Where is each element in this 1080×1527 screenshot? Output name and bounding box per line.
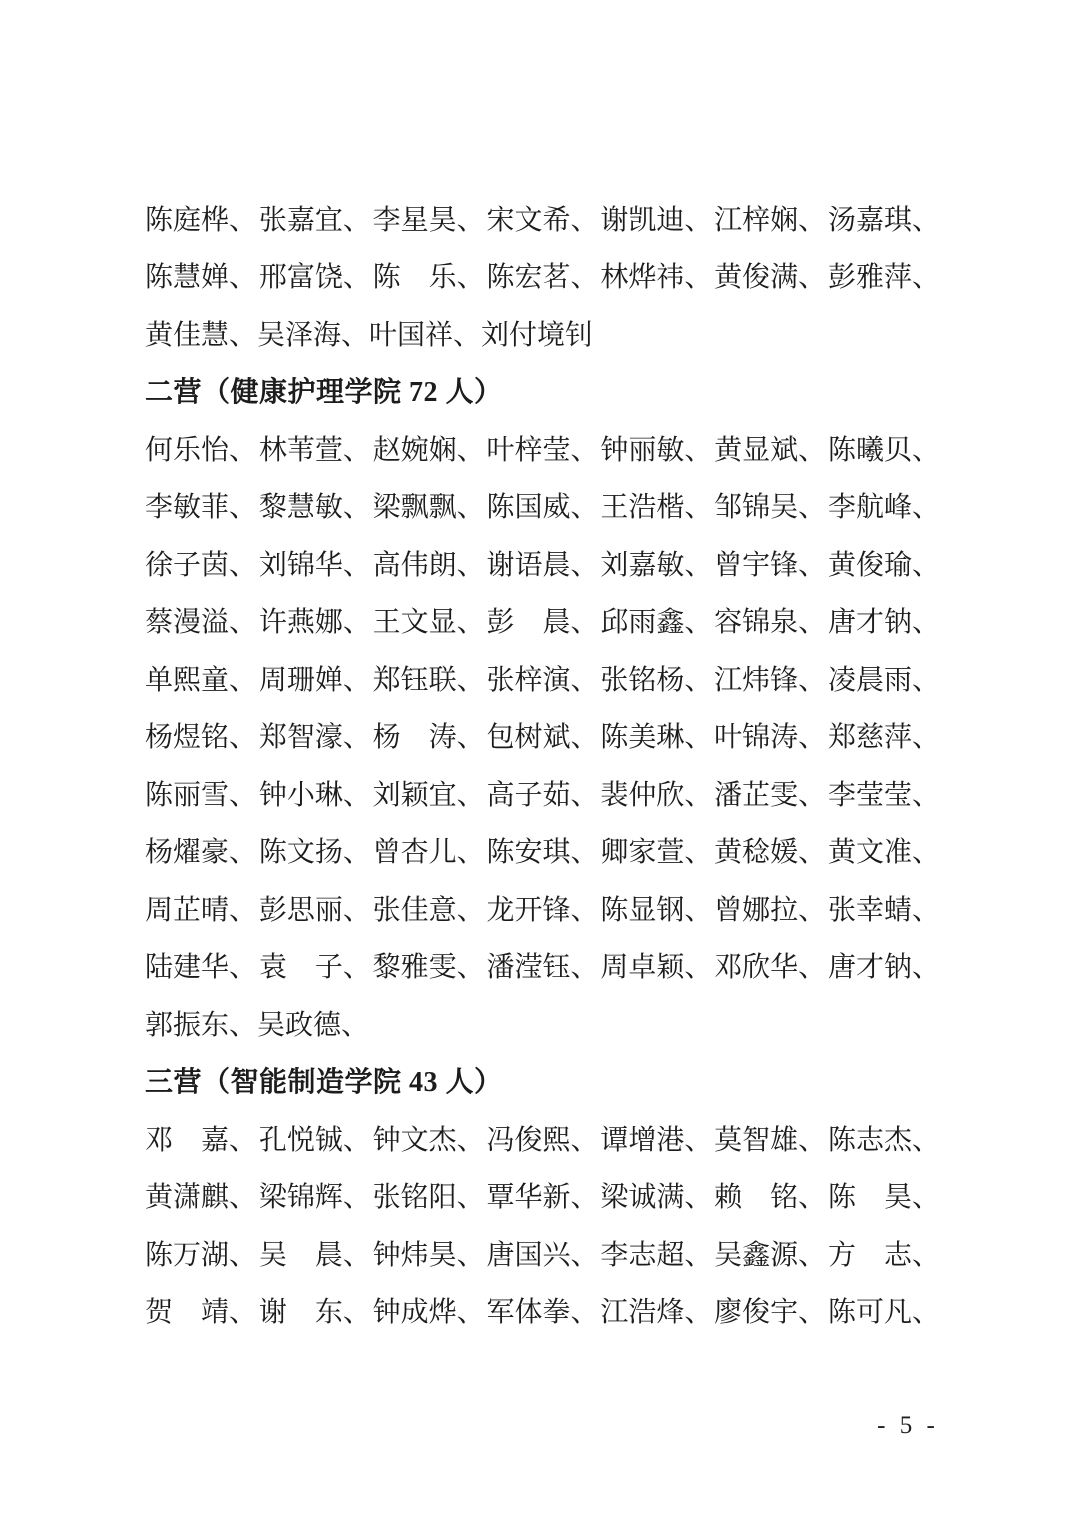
names-line — [145, 480, 940, 538]
names-line — [145, 767, 940, 825]
person-name: 吴泽海、 — [257, 319, 370, 351]
person-name: 容锦泉、 — [714, 607, 827, 639]
person-name: 李敏菲、 — [145, 492, 258, 524]
person-name: 陈志杰、 — [827, 1124, 940, 1156]
person-name: 唐国兴、 — [486, 1239, 599, 1271]
person-name: 唐才钠、 — [827, 607, 940, 639]
names-line — [145, 1112, 940, 1170]
person-name: 钟成烨、 — [372, 1297, 485, 1329]
names-line — [145, 997, 940, 1055]
person-name: 吴鑫源、 — [714, 1239, 827, 1271]
person-name: 彭 晨、 — [486, 607, 599, 639]
person-name: 钟文杰、 — [372, 1124, 485, 1156]
names-line — [145, 882, 940, 940]
person-name: 陈文扬、 — [258, 837, 371, 869]
person-name: 张佳意、 — [372, 894, 485, 926]
person-name: 陈万湖、 — [145, 1239, 258, 1271]
names-line — [145, 192, 940, 250]
person-name: 黎雅雯、 — [372, 952, 485, 984]
person-name: 黎慧敏、 — [258, 492, 371, 524]
person-name: 黄显斌、 — [714, 434, 827, 466]
person-name: 郑钰联、 — [372, 664, 485, 696]
names-line — [145, 1227, 940, 1285]
document-body — [145, 192, 940, 1342]
person-name: 李志超、 — [600, 1239, 713, 1271]
person-name: 杨煜铭、 — [145, 722, 258, 754]
person-name: 陈丽雪、 — [145, 779, 258, 811]
person-name: 高伟朗、 — [372, 549, 485, 581]
person-name: 张梓演、 — [486, 664, 599, 696]
person-name: 吴 晨、 — [258, 1239, 371, 1271]
person-name: 赵婉娴、 — [372, 434, 485, 466]
person-name: 黄文准、 — [827, 837, 940, 869]
person-name: 钟小琳、 — [258, 779, 371, 811]
person-name: 赖 铭、 — [714, 1182, 827, 1214]
person-name: 陈曦贝、 — [827, 434, 940, 466]
person-name: 覃华新、 — [486, 1182, 599, 1214]
person-name: 陆建华、 — [145, 952, 258, 984]
person-name: 杨 涛、 — [372, 722, 485, 754]
person-name: 梁飘飘、 — [372, 492, 485, 524]
names-line — [145, 940, 940, 998]
person-name: 谢语晨、 — [486, 549, 599, 581]
person-name: 军体拳、 — [486, 1297, 599, 1329]
person-name: 王文显、 — [372, 607, 485, 639]
person-name: 袁 子、 — [258, 952, 371, 984]
person-name: 黄佳慧、 — [145, 319, 258, 351]
person-name: 周芷晴、 — [145, 894, 258, 926]
person-name: 杨燿豪、 — [145, 837, 258, 869]
person-name: 彭雅萍、 — [827, 262, 940, 294]
names-line — [145, 710, 940, 768]
person-name: 汤嘉琪、 — [827, 204, 940, 236]
person-name: 钟丽敏、 — [600, 434, 713, 466]
person-name: 黄潇麒、 — [145, 1182, 258, 1214]
person-name: 吴政德、 — [257, 1009, 370, 1041]
person-name: 钟炜昊、 — [372, 1239, 485, 1271]
person-name: 郑智濠、 — [258, 722, 371, 754]
person-name: 张嘉宜、 — [258, 204, 371, 236]
person-name: 周卓颖、 — [600, 952, 713, 984]
person-name: 江梓娴、 — [714, 204, 827, 236]
person-name: 李星昊、 — [372, 204, 485, 236]
person-name: 陈显钢、 — [600, 894, 713, 926]
person-name: 曾娜拉、 — [714, 894, 827, 926]
person-name: 林苇萱、 — [258, 434, 371, 466]
person-name: 李莹莹、 — [827, 779, 940, 811]
person-name: 龙开锋、 — [486, 894, 599, 926]
names-line — [145, 825, 940, 883]
person-name: 卿家萱、 — [600, 837, 713, 869]
person-name: 江炜锋、 — [714, 664, 827, 696]
person-name: 莫智雄、 — [714, 1124, 827, 1156]
names-line — [145, 595, 940, 653]
person-name: 邱雨鑫、 — [600, 607, 713, 639]
person-name: 凌晨雨、 — [827, 664, 940, 696]
section-heading: 三营（智能制造学院 43 人） — [145, 1067, 503, 1099]
person-name: 谢 东、 — [258, 1297, 371, 1329]
names-line — [145, 422, 940, 480]
person-name: 宋文希、 — [486, 204, 599, 236]
person-name: 叶国祥、 — [369, 319, 482, 351]
person-name: 张幸蜻、 — [827, 894, 940, 926]
person-name: 陈庭桦、 — [145, 204, 258, 236]
person-name: 邹锦吴、 — [714, 492, 827, 524]
person-name: 林烨祎、 — [600, 262, 713, 294]
person-name: 江浩烽、 — [600, 1297, 713, 1329]
person-name: 李航峰、 — [827, 492, 940, 524]
person-name: 谭增港、 — [600, 1124, 713, 1156]
person-name: 邓欣华、 — [714, 952, 827, 984]
section-heading: 二营（健康护理学院 72 人） — [145, 377, 503, 409]
person-name: 叶锦涛、 — [714, 722, 827, 754]
person-name: 曾宇锋、 — [714, 549, 827, 581]
person-name: 陈可凡、 — [827, 1297, 940, 1329]
person-name: 包树斌、 — [486, 722, 599, 754]
person-name: 梁锦辉、 — [258, 1182, 371, 1214]
person-name: 刘颖宜、 — [372, 779, 485, 811]
person-name: 潘滢钰、 — [486, 952, 599, 984]
names-line — [145, 250, 940, 308]
person-name: 梁诚满、 — [600, 1182, 713, 1214]
person-name: 高子茹、 — [486, 779, 599, 811]
person-name: 谢凯迪、 — [600, 204, 713, 236]
person-name: 陈国威、 — [486, 492, 599, 524]
person-name: 蔡漫溢、 — [145, 607, 258, 639]
person-name: 裴仲欣、 — [600, 779, 713, 811]
person-name: 陈宏茗、 — [486, 262, 599, 294]
person-name: 孔悦铖、 — [258, 1124, 371, 1156]
person-name: 叶梓莹、 — [486, 434, 599, 466]
person-name: 黄俊满、 — [714, 262, 827, 294]
person-name: 何乐怡、 — [145, 434, 258, 466]
person-name: 郭振东、 — [145, 1009, 258, 1041]
person-name: 方 志、 — [827, 1239, 940, 1271]
person-name: 张铭杨、 — [600, 664, 713, 696]
person-name: 郑慈萍、 — [827, 722, 940, 754]
person-name: 贺 靖、 — [145, 1297, 258, 1329]
person-name: 周珊婵、 — [258, 664, 371, 696]
person-name: 冯俊熙、 — [486, 1124, 599, 1156]
names-line — [145, 1285, 940, 1343]
names-line — [145, 1170, 940, 1228]
names-line — [145, 652, 940, 710]
person-name: 张铭阳、 — [372, 1182, 485, 1214]
person-name: 许燕娜、 — [258, 607, 371, 639]
person-name: 唐才钠、 — [827, 952, 940, 984]
person-name: 邢富饶、 — [258, 262, 371, 294]
person-name: 邓 嘉、 — [145, 1124, 258, 1156]
person-name: 潘芷雯、 — [714, 779, 827, 811]
person-name: 彭思丽、 — [258, 894, 371, 926]
person-name: 刘嘉敏、 — [600, 549, 713, 581]
person-name: 曾杏儿、 — [372, 837, 485, 869]
person-name: 黄稔媛、 — [714, 837, 827, 869]
names-line — [145, 307, 940, 365]
person-name: 徐子茵、 — [145, 549, 258, 581]
person-name: 陈美琳、 — [600, 722, 713, 754]
names-line — [145, 537, 940, 595]
person-name: 陈 乐、 — [372, 262, 485, 294]
person-name: 刘锦华、 — [258, 549, 371, 581]
person-name: 单熙童、 — [145, 664, 258, 696]
person-name: 陈安琪、 — [486, 837, 599, 869]
person-name: 陈 昊、 — [827, 1182, 940, 1214]
person-name: 黄俊瑜、 — [827, 549, 940, 581]
person-name: 王浩楷、 — [600, 492, 713, 524]
person-name: 刘付境钊 — [481, 319, 594, 351]
page-number: - 5 - — [877, 1412, 939, 1439]
person-name: 陈慧婵、 — [145, 262, 258, 294]
person-name: 廖俊宇、 — [714, 1297, 827, 1329]
